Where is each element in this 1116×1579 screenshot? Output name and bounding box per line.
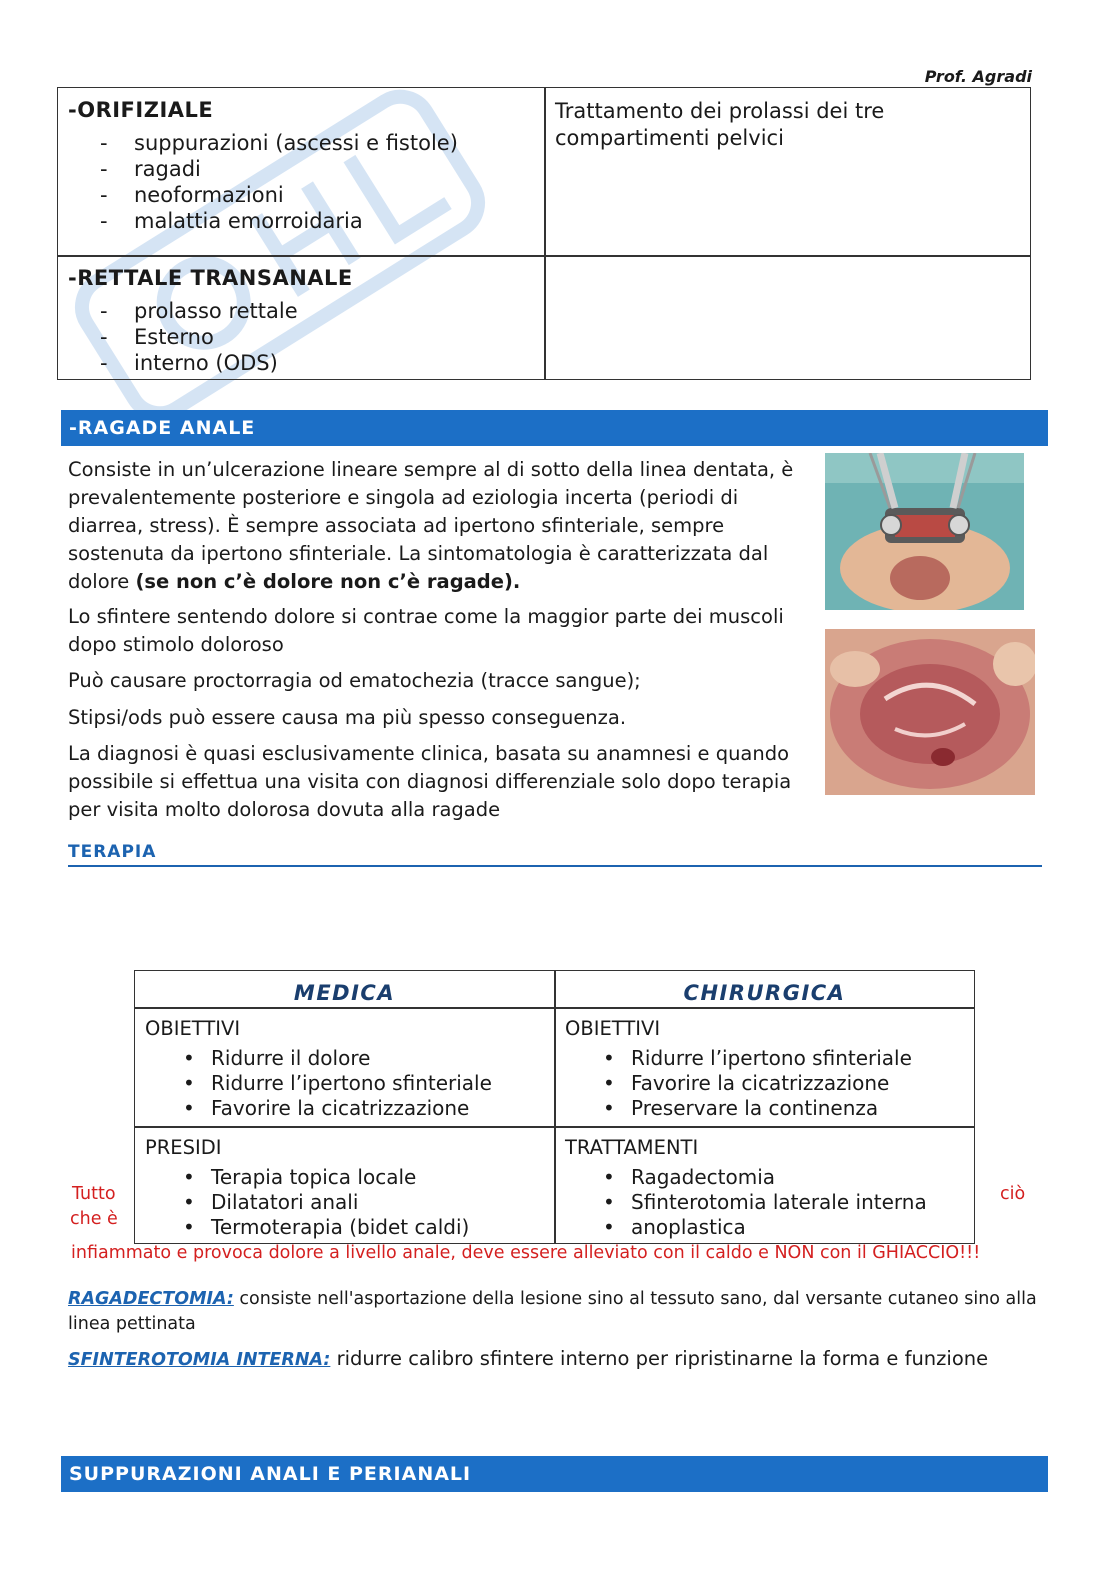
medica-presidi-label: PRESIDI	[145, 1136, 222, 1159]
orifiziale-list	[68, 130, 458, 234]
list-item: • Ridurre l’ipertono sfinteriale	[565, 1046, 912, 1071]
orifiziale-cell	[68, 98, 458, 234]
ragadectomia-term: RAGADECTOMIA:	[68, 1289, 234, 1309]
ragade-heading: -RAGADE ANALE	[61, 410, 1048, 446]
ragade-paragraph-2: Lo sfintere sentendo dolore si contrae come la maggior parte dei muscoli dopo stimolo doloroso	[68, 605, 784, 656]
ragade-paragraph-1: Consiste in un’ulcerazione lineare sempre al di sotto della linea dentata, è prevalentemente posteriore e singola ad eziologia incerta (periodi di diarrea, stress). È sempre associata ad ipertono sfinteriale, sempre sostenuta da ipertono sfinteriale. La sintomatologia è caratterizzata dal dolore (se non c’è dolore non c’è ragade).	[68, 458, 794, 593]
chirurgica-trattamenti-label: TRATTAMENTI	[565, 1136, 699, 1159]
prolassi-cell: Trattamento dei prolassi dei tre compartimenti pelvici	[555, 99, 885, 150]
surgical-photo-retractor	[825, 453, 1024, 610]
rettale-title: -RETTALE TRANSANALE	[68, 266, 353, 290]
rettale-list	[68, 298, 353, 376]
note-right: ciò	[1000, 1184, 1026, 1204]
list-item: • Ridurre l’ipertono sfinteriale	[145, 1071, 492, 1096]
compartments-table	[57, 87, 1031, 380]
therapy-table	[134, 970, 975, 1244]
list-item: • Sfinterotomia laterale interna	[565, 1190, 927, 1215]
list-item: - Esterno	[68, 324, 353, 350]
medica-presidi-list	[145, 1165, 469, 1240]
rettale-cell	[68, 266, 353, 376]
ragade-paragraph-5: La diagnosi è quasi esclusivamente clinica, basata su anamnesi e quando possibile si effettua una visita con diagnosi differenziale solo dopo terapia per visita molto dolorosa dovuta alla ragade	[68, 742, 792, 821]
orifiziale-title: -ORIFIZIALE	[68, 98, 214, 122]
list-item: - suppurazioni (ascessi e fistole)	[68, 130, 458, 156]
chirurgica-obiettivi-cell	[565, 1017, 912, 1121]
sfinterotomia-definition: SFINTEROTOMIA INTERNA: ridurre calibro sfintere interno per ripristinarne la forma e funzione	[68, 1347, 989, 1370]
terapia-rule	[68, 865, 1042, 867]
list-item: • Preservare la continenza	[565, 1096, 912, 1121]
medica-obiettivi-label: OBIETTIVI	[145, 1017, 241, 1040]
chirurgica-trattamenti-cell	[565, 1136, 927, 1240]
ragade-paragraph-4: Stipsi/ods può essere causa ma più spesso conseguenza.	[68, 706, 627, 729]
list-item: • Termoterapia (bidet caldi)	[145, 1215, 469, 1240]
note-line: infiammato e provoca dolore a livello anale, deve essere alleviato con il caldo e NON con il GHIACCIO!!!	[71, 1243, 981, 1263]
note-left-2: che è	[70, 1209, 118, 1229]
list-item: • Favorire la cicatrizzazione	[565, 1071, 912, 1096]
note-left-1: Tutto	[72, 1184, 116, 1204]
medica-presidi-cell	[145, 1136, 469, 1240]
list-item: - neoformazioni	[68, 182, 458, 208]
medica-obiettivi-list	[145, 1046, 492, 1121]
list-item: • Terapia topica locale	[145, 1165, 469, 1190]
chirurgica-header: CHIRURGICA	[683, 981, 846, 1005]
list-item: - interno (ODS)	[68, 350, 353, 376]
ragadectomia-definition: RAGADECTOMIA: consiste nell'asportazione della lesione sino al tessuto sano, dal versante cutaneo sino alla linea pettinata	[68, 1289, 1037, 1334]
list-item: • Dilatatori anali	[145, 1190, 469, 1215]
terapia-heading: TERAPIA	[68, 842, 157, 862]
sfinterotomia-term: SFINTEROTOMIA INTERNA:	[68, 1350, 331, 1370]
medica-obiettivi-cell	[145, 1017, 492, 1121]
suppurazioni-heading: SUPPURAZIONI ANALI E PERIANALI	[61, 1456, 1048, 1492]
medica-header: MEDICA	[293, 981, 396, 1005]
list-item: - ragadi	[68, 156, 458, 182]
chirurgica-obiettivi-label: OBIETTIVI	[565, 1017, 661, 1040]
list-item: - prolasso rettale	[68, 298, 353, 324]
chirurgica-obiettivi-list	[565, 1046, 912, 1121]
list-item: - malattia emorroidaria	[68, 208, 458, 234]
clinical-photo-fissure	[825, 629, 1035, 795]
chirurgica-trattamenti-list	[565, 1165, 927, 1240]
list-item: • anoplastica	[565, 1215, 927, 1240]
list-item: • Ridurre il dolore	[145, 1046, 492, 1071]
list-item: • Ragadectomia	[565, 1165, 927, 1190]
list-item: • Favorire la cicatrizzazione	[145, 1096, 492, 1121]
ragade-paragraph-3: Può causare proctorragia od ematochezia (tracce sangue);	[68, 669, 641, 692]
author-header: Prof. Agradi	[924, 67, 1032, 86]
